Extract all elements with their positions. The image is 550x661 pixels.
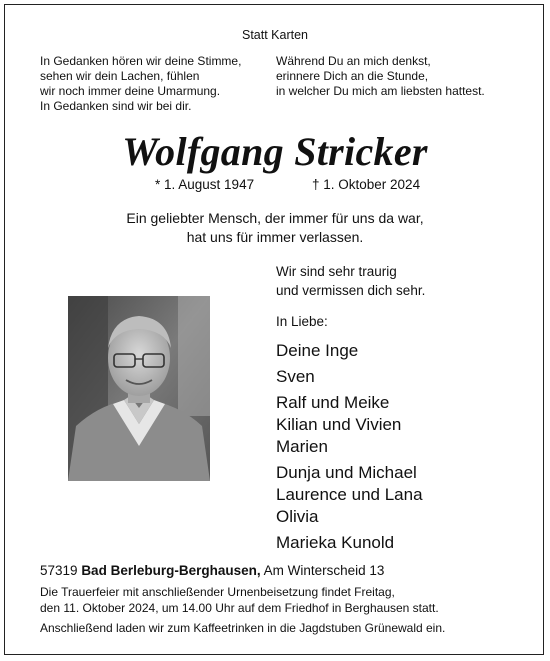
mourner-name: Sven [276, 367, 315, 386]
mourner-group [276, 340, 423, 362]
address-postcode: 57319 [40, 563, 78, 578]
mourner-name: Olivia [276, 507, 319, 526]
mourner-group [276, 462, 423, 528]
poem-left [40, 54, 241, 114]
address-street: Am Winterscheid 13 [263, 563, 385, 578]
death-date: † 1. Oktober 2024 [312, 177, 421, 192]
portrait-photo [68, 296, 210, 481]
tribute-text [0, 209, 550, 247]
header-title: Statt Karten [241, 28, 308, 42]
mourner-name: Deine Inge [276, 341, 359, 360]
poem-right [276, 54, 485, 99]
mourner-name: Laurence und Lana [276, 485, 423, 504]
poem-left-line: In Gedanken hören wir deine Stimme, [40, 54, 242, 68]
funeral-info-line: Die Trauerfeier mit anschließender Urnenbeisetzung findet Freitag, [40, 585, 395, 599]
deceased-name: Wolfgang Stricker [122, 129, 428, 174]
poem-right-line: Während Du an mich denkst, [276, 54, 431, 68]
sadness-text [276, 262, 425, 300]
mourners-list [276, 340, 423, 558]
tribute-line: hat uns für immer verlassen. [186, 229, 364, 245]
poem-left-line: sehen wir dein Lachen, fühlen [40, 69, 200, 83]
mourner-group [276, 366, 423, 388]
mourner-name: Dunja und Michael [276, 463, 417, 482]
mourner-name: Marien [276, 437, 328, 456]
funeral-info [40, 585, 439, 616]
poem-left-line: In Gedanken sind wir bei dir. [40, 99, 192, 113]
mourner-name: Ralf und Meike [276, 393, 390, 412]
funeral-info-line: den 11. Oktober 2024, um 14.00 Uhr auf dem Friedhof in Berghausen statt. [40, 600, 439, 615]
poem-left-line: wir noch immer deine Umarmung. [40, 84, 221, 98]
sadness-line: und vermissen dich sehr. [276, 283, 426, 298]
coffee-note: Anschließend laden wir zum Kaffeetrinken in die Jagdstuben Grünewald ein. [40, 621, 446, 635]
birth-date: * 1. August 1947 [155, 177, 255, 192]
tribute-line: Ein geliebter Mensch, der immer für uns da war, [126, 210, 424, 226]
mourner-group [276, 392, 423, 458]
poem-right-line: erinnere Dich an die Stunde, [276, 69, 429, 83]
address-city: Bad Berleburg-Berghausen, [81, 563, 261, 578]
sadness-line: Wir sind sehr traurig [276, 264, 397, 279]
address-line [40, 563, 384, 578]
in-love-label: In Liebe: [276, 314, 328, 329]
mourner-name: Kilian und Vivien [276, 415, 402, 434]
mourner-group [276, 532, 423, 554]
mourner-name: Marieka Kunold [276, 533, 395, 552]
poem-right-line: in welcher Du mich am liebsten hattest. [276, 84, 485, 98]
